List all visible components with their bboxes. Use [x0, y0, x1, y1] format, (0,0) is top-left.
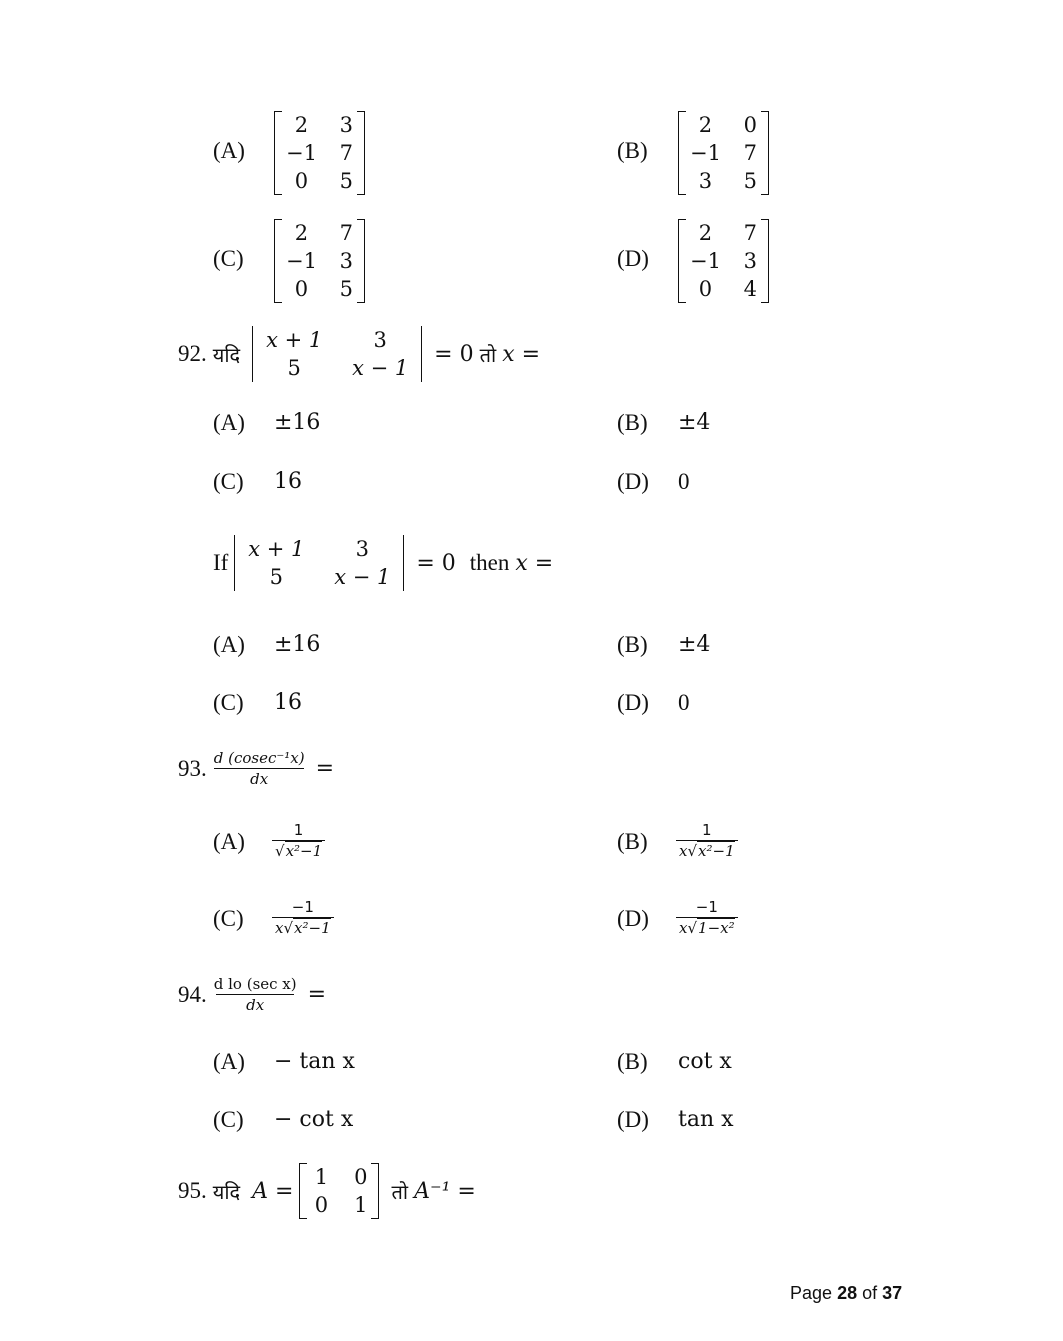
- en-then: then: [469, 550, 510, 575]
- total-pages: 37: [882, 1283, 903, 1303]
- option-b-label: (B): [617, 1049, 648, 1074]
- option-a-matrix: 2 −1 0 3 7 5: [274, 111, 365, 195]
- option-d-fraction: $\frac{-1}{\text{x√1−x²}}$: [676, 897, 738, 939]
- option-d-label: (D): [617, 469, 649, 494]
- option-a-fraction: $\frac{1}{\text{√x²−1}}$: [272, 820, 325, 862]
- determinant: x + 1 5 3 x − 1: [252, 326, 422, 382]
- question-92-english: [213, 535, 553, 591]
- page-number: Page 28 of 37: [790, 1283, 903, 1303]
- option-d-label: (D): [617, 1107, 649, 1132]
- option-c-value: 16: [274, 469, 302, 494]
- option-b-value: cot x: [678, 1049, 732, 1074]
- question-92-hindi: [178, 326, 540, 382]
- lhs: A =: [252, 1178, 294, 1204]
- option-a-label: (A): [213, 410, 245, 435]
- current-page: 28: [837, 1283, 858, 1303]
- equals-zero: = 0: [416, 550, 456, 576]
- question-number: 92.: [178, 341, 207, 366]
- matrix-a: 1 0 0 1: [299, 1163, 379, 1219]
- question-94: [178, 974, 326, 1015]
- option-b-label: (B): [617, 632, 648, 657]
- option-b-value: ±4: [678, 410, 711, 435]
- option-a-label: (A): [213, 829, 245, 854]
- equals-zero: = 0: [434, 341, 474, 367]
- option-d-label: (D): [617, 246, 649, 271]
- hindi-then: तो: [391, 1179, 409, 1204]
- option-c-matrix: 2 −1 0 7 3 5: [274, 219, 365, 303]
- option-d-value: 0: [678, 690, 690, 715]
- option-a-value: ±16: [274, 410, 321, 435]
- option-b-matrix: 2 −1 3 0 7 5: [678, 111, 769, 195]
- option-a-label: (A): [213, 1049, 245, 1074]
- option-c-label: (C): [213, 690, 244, 715]
- x-equals: x =: [502, 341, 541, 367]
- option-a-label: (A): [213, 138, 245, 163]
- option-b-label: (B): [617, 138, 648, 163]
- equals: =: [315, 756, 335, 781]
- option-a-value: − tan x: [274, 1049, 355, 1074]
- question-number: 93.: [178, 755, 207, 781]
- option-c-label: (C): [213, 906, 244, 931]
- option-b-value: ±4: [678, 632, 711, 657]
- derivative-fraction: $\frac{\text{d (cosec⁻¹x)}}{dx}$: [213, 749, 305, 788]
- hindi-if: यदि: [212, 1179, 241, 1204]
- option-d-value: 0: [678, 469, 690, 494]
- option-c-label: (C): [213, 1107, 244, 1132]
- question-number: 95.: [178, 1178, 207, 1203]
- question-number: 94.: [178, 981, 207, 1007]
- hindi-then: तो: [479, 342, 497, 367]
- derivative-fraction: $\frac{\text{d lo (sec x)}}{dx}$: [213, 975, 297, 1014]
- option-a-value: ±16: [274, 632, 321, 657]
- option-c-value: − cot x: [274, 1107, 354, 1132]
- question-93: [178, 748, 334, 789]
- option-d-label: (D): [617, 690, 649, 715]
- option-b-label: (B): [617, 829, 648, 854]
- en-if: If: [213, 550, 229, 575]
- option-c-label: (C): [213, 246, 244, 271]
- equals: =: [307, 982, 327, 1007]
- option-b-label: (B): [617, 410, 648, 435]
- x-equals: x =: [515, 550, 554, 576]
- option-a-label: (A): [213, 632, 245, 657]
- option-d-label: (D): [617, 906, 649, 931]
- option-b-fraction: $\frac{1}{\text{x√x²−1}}$: [676, 820, 738, 862]
- option-d-value: tan x: [678, 1107, 734, 1132]
- question-95: [178, 1163, 476, 1219]
- hindi-if: यदि: [212, 342, 241, 367]
- option-d-matrix: 2 −1 0 7 3 4: [678, 219, 769, 303]
- option-c-fraction: $\frac{-1}{\text{x√x²−1}}$: [272, 897, 334, 939]
- determinant: x + 1 5 3 x − 1: [234, 535, 404, 591]
- option-c-value: 16: [274, 690, 302, 715]
- option-c-label: (C): [213, 469, 244, 494]
- rhs: A⁻¹ =: [414, 1178, 476, 1204]
